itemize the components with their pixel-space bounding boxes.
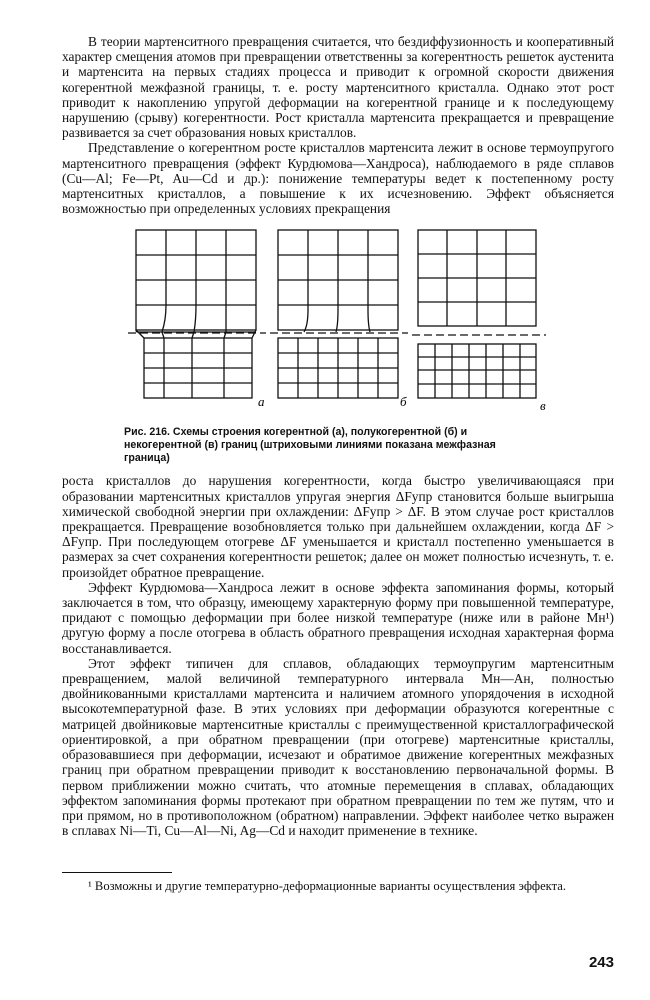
scheme-incoherent [418, 230, 536, 398]
page-number: 243 [588, 954, 614, 971]
label-c: в [540, 398, 546, 414]
label-a: а [258, 394, 265, 410]
boundary-schemes-diagram [128, 220, 548, 415]
paragraph-1: В теории мартенситного превращения считается, что бездиффузионность и кооперативный характер смещения атомов при превращении ответственны за когерентность решеток аустенита и мартенсита на первых стадиях процесса и приводит к огромной скорости движения когерентной межфазной границы, т. е. росту мартенситного кристалла. Однако этот рост приводит к накоплению упругой деформации на когерентной границе и к последующему нарушению (срыву) когерентности. Рост кристалла мартенсита прекращается и превращение развивается за счет образования новых кристаллов. [62, 34, 614, 141]
paragraph-3: роста кристаллов до нарушения когерентности, когда быстро увеличивающаяся при образовании мартенситных кристаллов упругая энергия ΔFупр становится больше выигрыша химической свободной энергии при охлаждении: ΔFупр > ΔF. В этом случае рост кристаллов прекращается. Превращение возобновляется только при дальнейшем охлаждении, когда ΔF > ΔFупр. При последующем отогреве ΔF уменьшается и кристалл постепенно уменьшается в размерах за счет сохранения когерентности решеток; далее он может полностью исчезнуть, т. е. произойдет обратное превращение. [62, 473, 614, 580]
scheme-semicoherent [278, 230, 398, 398]
footnote-rule [62, 872, 172, 873]
scheme-coherent [136, 230, 256, 398]
paragraph-5: Этот эффект типичен для сплавов, обладающих термоупругим мартенситным превращением, малой величиной температурного интервала Mн—Aн, полностью двойникованными кристаллами мартенсита и наличием атомного упорядочения в исходной высокотемпературной фазе. В этих условиях при деформации образуются когерентные с матрицей двойниковые мартенситные кристаллы с преимущественной кристаллографической ориентировкой, а при обратном превращении (при отогреве) мартенситные кристаллы, образовавшиеся при деформации, исчезают и обратимое движение когерентных межфазных границ при обратном превращении приводит к восстановлению первоначальной формы. В первом приближении можно считать, что атомные перемещения в сплавах, обладающих эффектом запоминания формы протекают при обратном превращении по тем же путям, что и при прямом, но в противоположном (обратном) направлении. Эффект наиболее четко выражен в сплавах Ni—Ti, Cu—Al—Ni, Ag—Cd и находит применение в технике. [62, 655, 614, 839]
page-content [62, 34, 614, 894]
figure-216 [62, 220, 614, 420]
paragraph-2: Представление о когерентном росте кристаллов мартенсита лежит в основе термоупругого мартенситного превращения (эффект Курдюмова—Хандроса), наблюдаемого в ряде сплавов (Cu—Al; Fe—Pt, Au—Cd и др.): понижение температуры ведет к постепенному росту мартенситных кристаллов, а повышение к их исчезновению. Эффект объясняется возможностью при определенных условиях прекращения [62, 140, 614, 217]
footnote: ¹ Возможны и другие температурно-деформационные варианты осуществления эффекта. [88, 879, 567, 894]
figure-caption: Рис. 216. Схемы строения когерентной (а), полукогерентной (б) и некогерентной (в) границ (штриховыми линиями показана межфазная граница) [124, 426, 496, 465]
label-b: б [400, 394, 407, 410]
paragraph-4: Эффект Курдюмова—Хандроса лежит в основе эффекта запоминания формы, который заключается в том, что образцу, имеющему характерную форму при повышенной температуре, придают с помощью деформации при более низкой температуре (ниже или в районе Mн¹) другую форму а после отогрева в область обратного превращения исходная характерная форма восстанавливается. [62, 579, 614, 656]
